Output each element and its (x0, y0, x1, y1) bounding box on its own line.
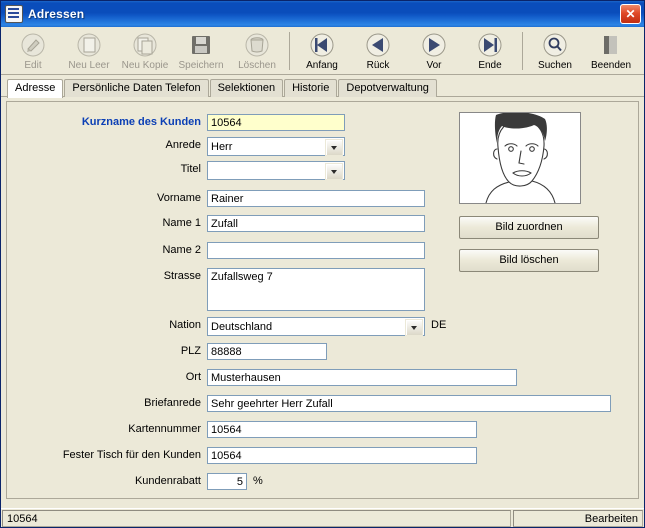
last-record-icon (475, 31, 505, 59)
toolbar-button-first[interactable] (294, 29, 350, 73)
delete-icon (242, 31, 272, 59)
titel-label: Titel (180, 163, 201, 175)
percent-label: % (253, 475, 263, 487)
toolbar-button-delete[interactable] (229, 29, 285, 73)
nation-select[interactable] (207, 317, 425, 336)
titel-value (208, 162, 344, 164)
field-row-ort (7, 369, 517, 386)
tab-persoenliche-daten-telefon[interactable]: Persönliche Daten Telefon (64, 79, 208, 97)
kartennummer-input[interactable]: 10564 (207, 421, 477, 438)
anrede-label: Anrede (165, 139, 201, 151)
field-row-name2 (7, 242, 425, 259)
field-row-fester-tisch (7, 447, 477, 464)
field-row-plz (7, 343, 327, 360)
field-row-nation (7, 317, 446, 336)
new-blank-icon (74, 31, 104, 59)
nation-code: DE (431, 319, 447, 331)
toolbar (1, 27, 644, 75)
chevron-down-icon[interactable] (325, 163, 343, 180)
window-title: Adressen (28, 7, 85, 21)
search-icon (540, 31, 570, 59)
name2-input[interactable] (207, 242, 425, 259)
nation-label: Nation (169, 319, 201, 331)
kartennummer-label: Kartennummer (128, 423, 201, 435)
chevron-down-icon[interactable] (405, 319, 423, 336)
toolbar-label: Löschen (238, 60, 276, 71)
toolbar-label: Vor (426, 60, 442, 71)
plz-input[interactable]: 88888 (207, 343, 327, 360)
kundenrabatt-label: Kundenrabatt (134, 475, 201, 487)
status-mode: Bearbeiten (513, 510, 643, 527)
anrede-value: Herr (211, 141, 233, 153)
ort-input[interactable]: Musterhausen (207, 369, 517, 386)
toolbar-button-new-blank[interactable] (61, 29, 117, 73)
field-row-titel (7, 161, 345, 180)
new-copy-icon (130, 31, 160, 59)
field-row-vorname (7, 190, 425, 207)
status-bar (1, 508, 644, 527)
tab-selektionen[interactable]: Selektionen (210, 79, 284, 97)
toolbar-separator (522, 32, 523, 70)
toolbar-label: Edit (24, 60, 42, 71)
toolbar-button-edit[interactable] (5, 29, 61, 73)
first-record-icon (307, 31, 337, 59)
toolbar-label: Anfang (306, 60, 338, 71)
toolbar-label: Neu Kopie (121, 60, 169, 71)
kundenrabatt-input[interactable]: 5 (207, 473, 247, 490)
plz-label: PLZ (180, 345, 201, 357)
tab-adresse[interactable]: Adresse (7, 79, 63, 98)
toolbar-button-exit[interactable] (583, 29, 639, 73)
field-row-name1 (7, 215, 425, 232)
ort-label: Ort (185, 371, 201, 383)
name2-label: Name 2 (162, 244, 201, 256)
title-bar (1, 1, 644, 27)
kurzname-label: Kurzname des Kunden (81, 116, 201, 128)
toolbar-button-new-copy[interactable] (117, 29, 173, 73)
window-controls (620, 4, 641, 24)
field-row-kurzname (7, 114, 345, 131)
fester-tisch-label: Fester Tisch für den Kunden (62, 449, 201, 461)
toolbar-button-next[interactable] (406, 29, 462, 73)
toolbar-button-last[interactable] (462, 29, 518, 73)
customer-photo (459, 112, 581, 204)
kurzname-input[interactable]: 10564 (207, 114, 345, 131)
toolbar-button-search[interactable] (527, 29, 583, 73)
toolbar-button-save[interactable] (173, 29, 229, 73)
previous-record-icon (363, 31, 393, 59)
tab-depotverwaltung[interactable]: Depotverwaltung (338, 79, 437, 97)
save-icon (186, 31, 216, 59)
toolbar-label: Speichern (178, 60, 224, 71)
field-row-briefanrede (7, 395, 611, 412)
field-row-kundenrabatt (7, 473, 263, 490)
toolbar-label: Ende (478, 60, 502, 71)
next-record-icon (419, 31, 449, 59)
tab-strip (1, 77, 644, 97)
name1-input[interactable]: Zufall (207, 215, 425, 232)
briefanrede-label: Briefanrede (144, 397, 201, 409)
vorname-input[interactable]: Rainer (207, 190, 425, 207)
field-row-strasse (7, 268, 425, 311)
anrede-select[interactable] (207, 137, 345, 156)
exit-icon (596, 31, 626, 59)
titel-select[interactable] (207, 161, 345, 180)
toolbar-button-previous[interactable] (350, 29, 406, 73)
form-panel (6, 101, 639, 499)
tab-historie[interactable]: Historie (284, 79, 337, 97)
field-row-kartennummer (7, 421, 477, 438)
toolbar-label: Neu Leer (68, 60, 110, 71)
toolbar-separator (289, 32, 290, 70)
toolbar-label: Rück (366, 60, 390, 71)
close-icon[interactable]: ✕ (620, 4, 641, 24)
address-book-icon (5, 5, 23, 23)
toolbar-label: Suchen (538, 60, 572, 71)
edit-icon (18, 31, 48, 59)
strasse-label: Strasse (163, 270, 201, 282)
status-record-id: 10564 (2, 510, 511, 527)
bild-loeschen-button[interactable]: Bild löschen (459, 249, 599, 272)
nation-value: Deutschland (211, 321, 273, 333)
briefanrede-input[interactable]: Sehr geehrter Herr Zufall (207, 395, 611, 412)
fester-tisch-input[interactable]: 10564 (207, 447, 477, 464)
vorname-label: Vorname (156, 192, 201, 204)
field-row-anrede (7, 137, 345, 156)
strasse-input[interactable]: Zufallsweg 7 (207, 268, 425, 311)
name1-label: Name 1 (162, 217, 201, 229)
toolbar-label: Beenden (590, 60, 632, 71)
chevron-down-icon[interactable] (325, 139, 343, 156)
bild-zuordnen-button[interactable]: Bild zuordnen (459, 216, 599, 239)
